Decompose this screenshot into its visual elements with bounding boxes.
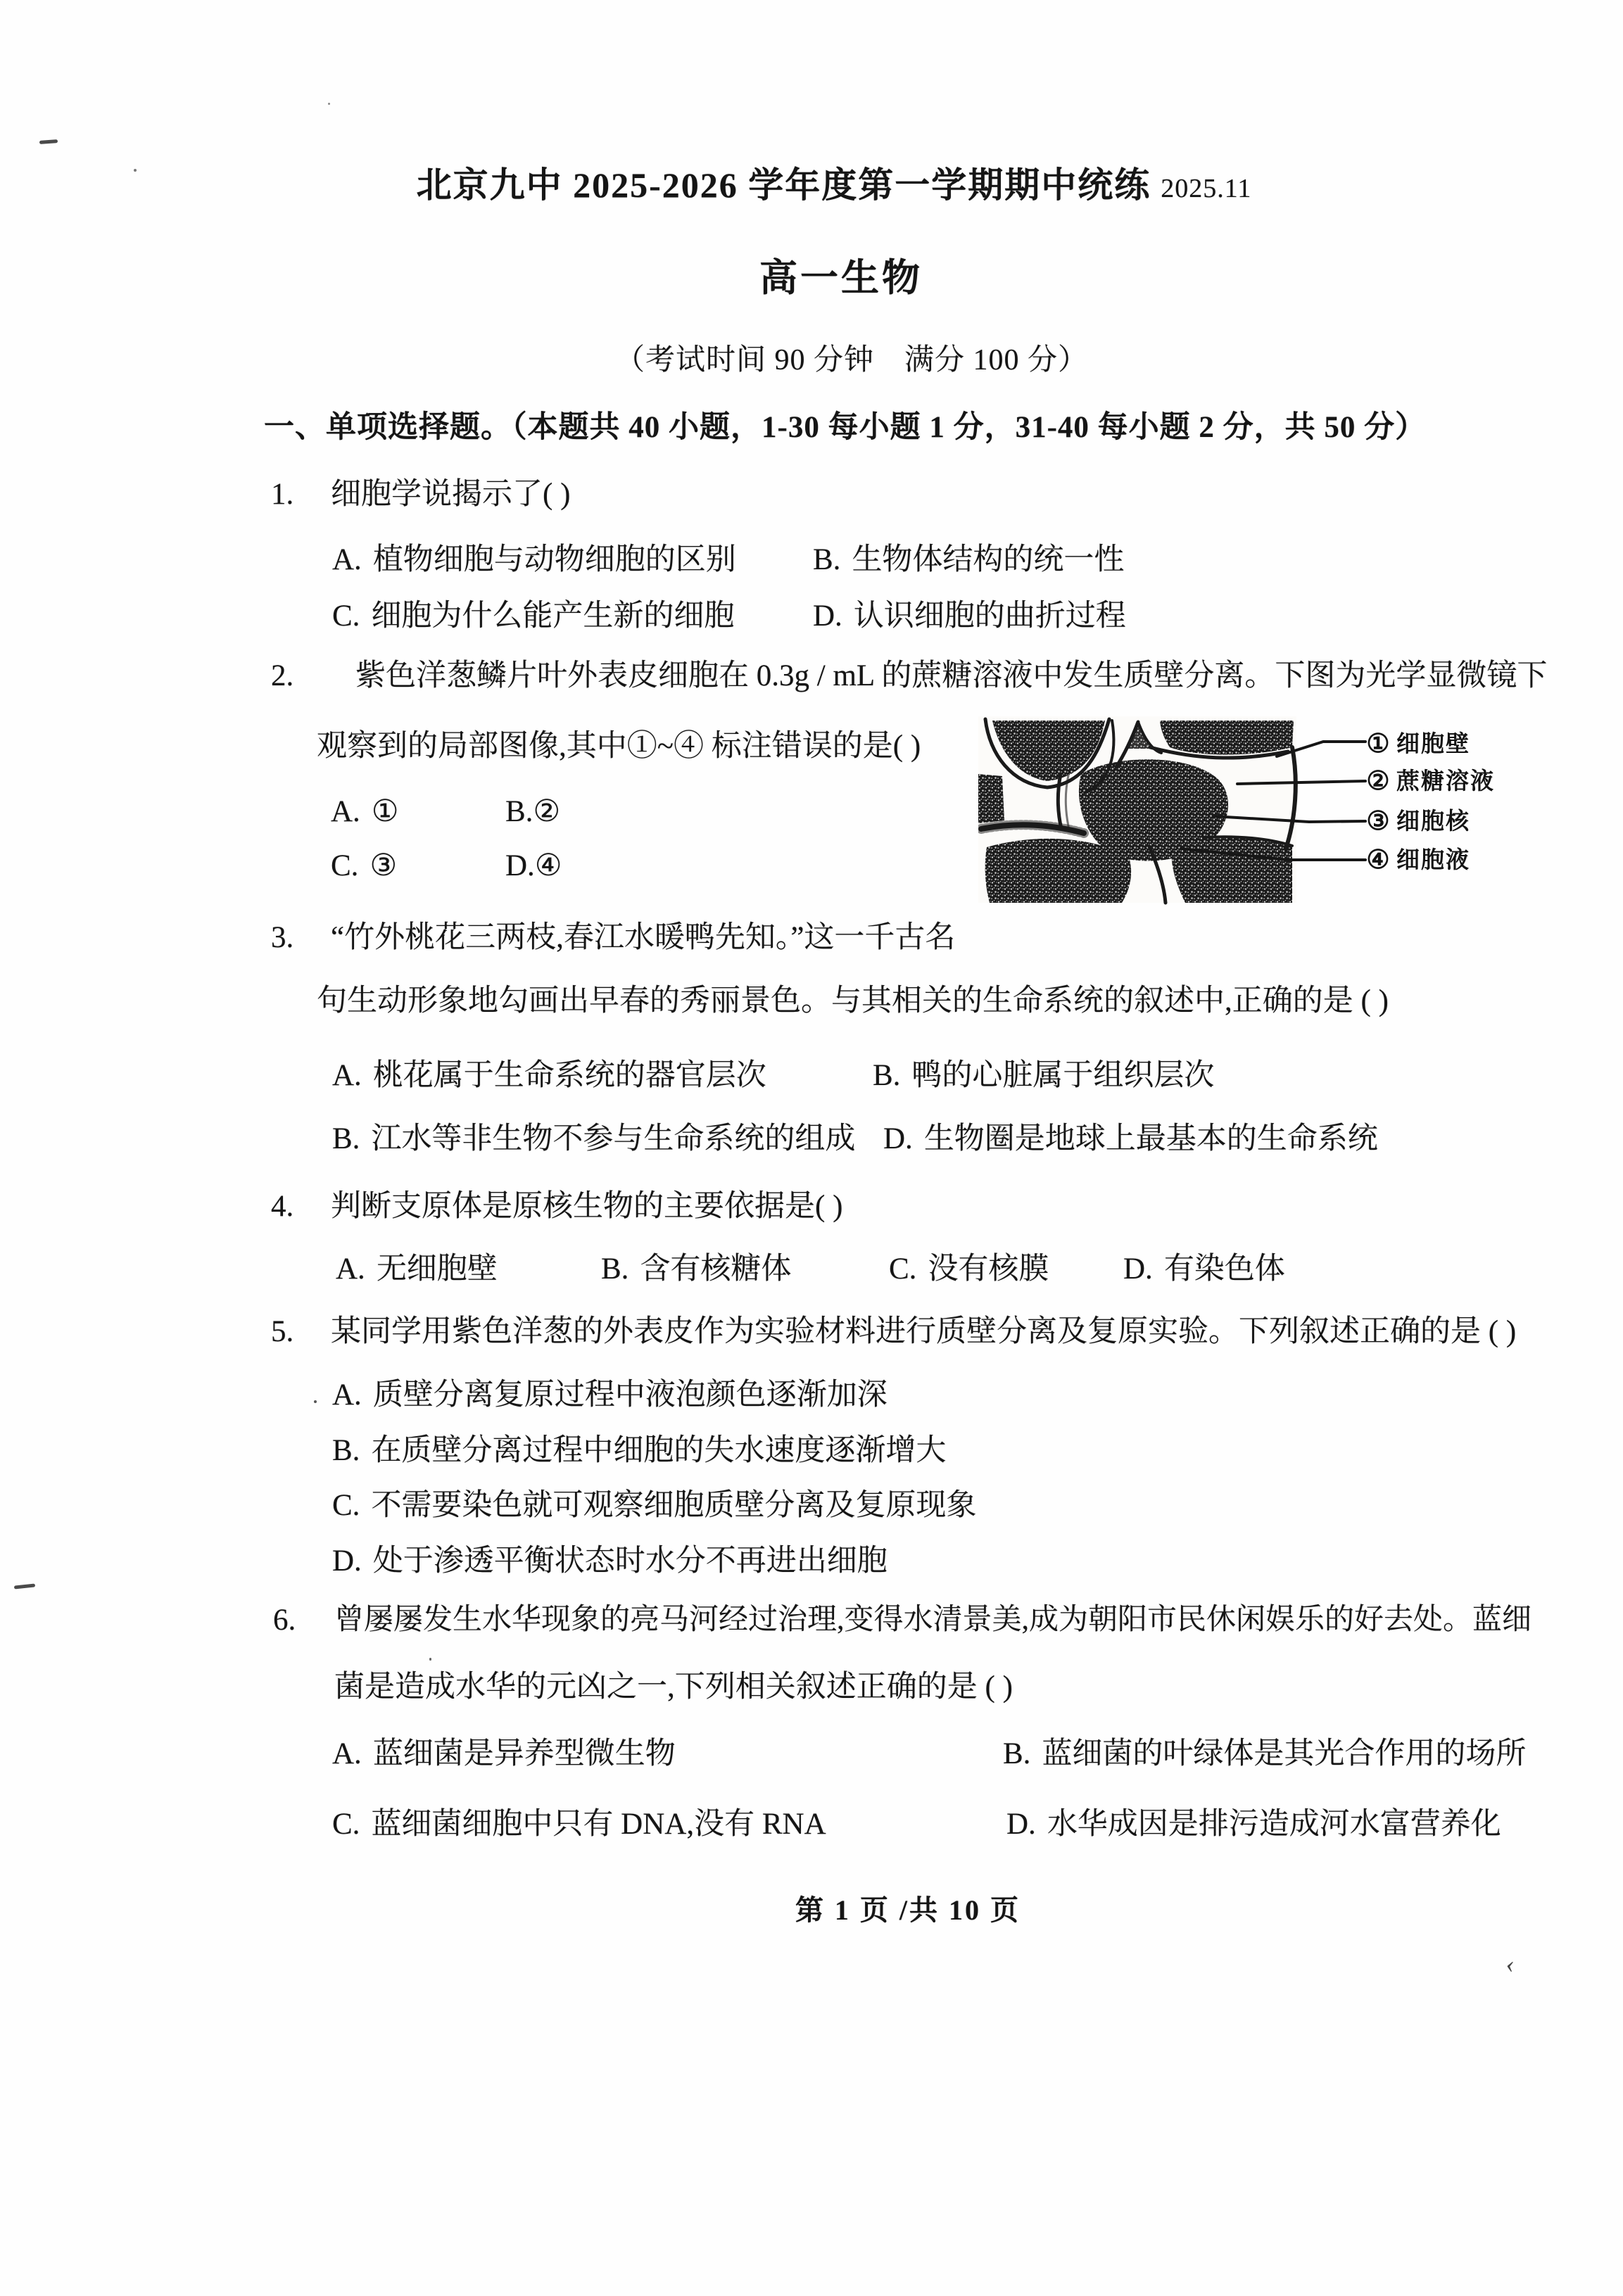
question-6-stem-line2: 菌是造成水华的元凶之一,下列相关叙述正确的是 ( ): [334, 1670, 1013, 1704]
svg-text:细胞核: 细胞核: [1396, 809, 1470, 835]
question-4-option-c: C. 没有核膜: [889, 1252, 1049, 1286]
subject-subtitle: 高一生物: [759, 257, 923, 299]
section-header: 一、单项选择题。（本题共 40 小题，1-30 每小题 1 分，31-40 每小题 2 分，共 50 分）: [264, 411, 1427, 444]
plasmolysis-micrograph-figure: [978, 716, 1520, 906]
figure-label-sucrose-solution: [1366, 767, 1495, 796]
svg-text:④: ④: [1366, 846, 1390, 875]
question-4-option-a: A. 无细胞壁: [336, 1252, 498, 1286]
svg-text:①: ①: [1366, 730, 1390, 759]
page-title-date: 2025.11: [1161, 174, 1252, 203]
scan-speck-dash-left: [14, 1583, 35, 1589]
question-1-option-b: B. 生物体结构的统一性: [813, 543, 1125, 576]
question-2-option-b: B.②: [505, 795, 560, 828]
question-1-option-a: A. 植物细胞与动物细胞的区别: [332, 543, 736, 576]
question-4-option-d: D. 有染色体: [1123, 1252, 1285, 1286]
question-5-number: 5.: [271, 1315, 294, 1348]
question-3-option-c: B. 江水等非生物不参与生命系统的组成: [332, 1122, 856, 1155]
question-3-stem-line2: 句生动形象地勾画出早春的秀丽景色。与其相关的生命系统的叙述中,正确的是 ( ): [317, 984, 1389, 1017]
bottom-left-cell-protoplast: [985, 839, 1131, 903]
question-3-option-b: B. 鸭的心脏属于组织层次: [873, 1059, 1215, 1092]
question-6-option-d: D. 水华成因是排污造成河水富营养化: [1006, 1808, 1501, 1841]
figure-label-cell-wall: [1366, 730, 1470, 759]
svg-text:②: ②: [1366, 767, 1390, 796]
question-1-option-d: D. 认识细胞的曲折过程: [813, 600, 1126, 633]
page-title-text: 北京九中 2025-2026 学年度第一学期期中统练: [416, 165, 1151, 205]
question-5-stem: 某同学用紫色洋葱的外表皮作为实验材料进行质壁分离及复原实验。下列叙述正确的是 ( ): [331, 1315, 1517, 1348]
page-footer: 第 1 页 /共 10 页: [795, 1894, 1021, 1926]
question-1-number: 1.: [271, 478, 294, 511]
question-2-number: 2.: [271, 659, 294, 692]
scan-speck-dot-4: [429, 1658, 431, 1661]
page-title: [417, 166, 1252, 205]
exam-info: （考试时间 90 分钟 满分 100 分）: [614, 344, 1089, 376]
question-3-option-d: D. 生物圈是地球上最基本的生命系统: [883, 1122, 1378, 1155]
figure-label-nucleus: [1366, 807, 1470, 836]
question-4-stem: 判断支原体是原核生物的主要依据是( ): [331, 1190, 843, 1223]
question-5-option-d: D. 处于渗透平衡状态时水分不再进出细胞: [332, 1545, 888, 1578]
svg-text:蔗糖溶液: 蔗糖溶液: [1396, 769, 1495, 794]
scan-speck-dot-2: [328, 103, 330, 105]
question-4-option-b: B. 含有核糖体: [601, 1252, 792, 1286]
top-right-cell-protoplast: [1160, 721, 1294, 755]
question-6-option-c: C. 蓝细菌细胞中只有 DNA,没有 RNA: [332, 1808, 826, 1841]
svg-text:细胞壁: 细胞壁: [1396, 732, 1470, 757]
left-edge-cell-patch: [978, 774, 1004, 823]
question-5-option-c: C. 不需要染色就可观察细胞质壁分离及复原现象: [332, 1489, 977, 1522]
question-2-option-c: C. ③: [331, 849, 397, 882]
question-6-stem-line1: 曾屡屡发生水华现象的亮马河经过治理,变得水清景美,成为朝阳市民休闲娱乐的好去处。蓝细: [334, 1604, 1532, 1636]
question-3-stem-line1: “竹外桃花三两枝,春江水暖鸭先知。”这一千古名: [331, 921, 956, 954]
question-3-number: 3.: [271, 921, 294, 954]
question-2-stem-line2: 观察到的局部图像,其中①~④ 标注错误的是( ): [317, 730, 921, 763]
question-2-option-a: A. ①: [331, 795, 399, 828]
bottom-right-cell-protoplast: [1172, 838, 1292, 903]
scan-speck-dot-1: [134, 169, 137, 172]
scan-mark-paren: ‹: [1504, 1949, 1517, 1979]
figure-label-cell-sap: [1366, 846, 1470, 875]
svg-text:③: ③: [1366, 807, 1390, 836]
question-6-option-b: B. 蓝细菌的叶绿体是其光合作用的场所: [1003, 1737, 1527, 1770]
question-1-option-c: C. 细胞为什么能产生新的细胞: [332, 600, 735, 633]
question-6-number: 6.: [273, 1604, 296, 1637]
scan-speck-dot-3: [314, 1400, 317, 1403]
question-2-option-d: D.④: [505, 849, 562, 882]
question-2-stem-line1: 紫色洋葱鳞片叶外表皮细胞在 0.3g / mL 的蔗糖溶液中发生质壁分离。下图为光学显微镜下: [355, 659, 1548, 692]
svg-text:细胞液: 细胞液: [1396, 848, 1470, 873]
question-4-number: 4.: [271, 1190, 294, 1223]
question-5-option-a: A. 质壁分离复原过程中液泡颜色逐渐加深: [332, 1378, 888, 1412]
question-5-option-b: B. 在质壁分离过程中细胞的失水速度逐渐增大: [332, 1434, 947, 1467]
scan-speck-dash-top-left: [39, 139, 58, 144]
question-1-stem: 细胞学说揭示了( ): [331, 478, 571, 511]
question-3-option-a: A. 桃花属于生命系统的器官层次: [332, 1059, 766, 1092]
question-6-option-a: A. 蓝细菌是异养型微生物: [332, 1737, 676, 1770]
